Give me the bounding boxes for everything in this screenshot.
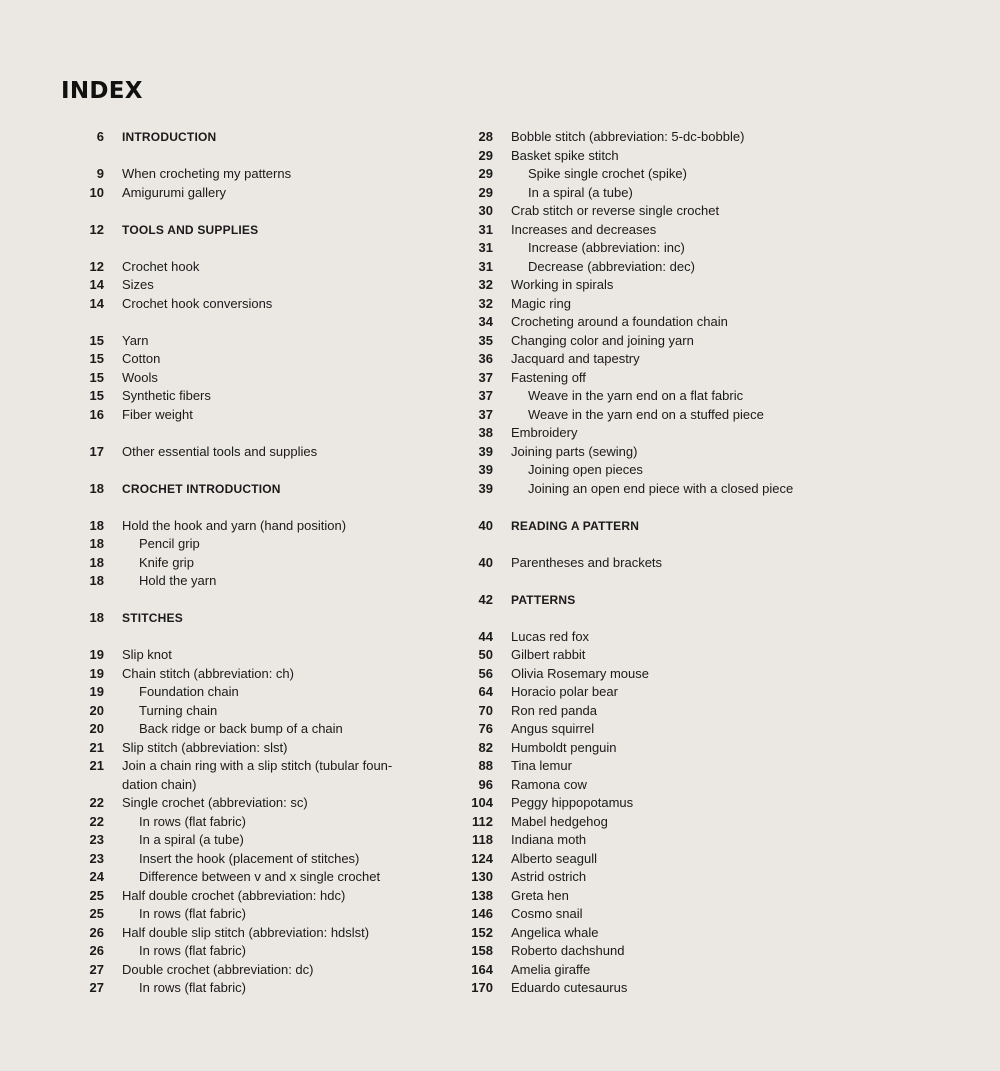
entry-title: Basket spike stitch [511, 147, 619, 163]
entry-title: Synthetic fibers [122, 388, 211, 403]
page-number: 96 [478, 776, 493, 792]
index-entry [60, 517, 460, 536]
section-gap [60, 424, 460, 443]
page-number: 37 [478, 369, 493, 385]
index-entry [450, 905, 990, 924]
index-entry [450, 295, 990, 314]
page-number: 23 [89, 832, 104, 847]
entry-title: Horacio polar bear [511, 684, 618, 699]
page-number: 22 [89, 813, 104, 829]
entry-title: Lucas red fox [511, 628, 590, 644]
index-entry [60, 276, 460, 295]
index-entry [450, 480, 990, 499]
entry-title: Joining an open end piece with a closed piece [528, 480, 794, 496]
entry-title: Mabel hedgehog [511, 813, 608, 829]
index-entry [450, 165, 990, 184]
page-number: 146 [471, 906, 493, 921]
page-number: 130 [471, 869, 493, 884]
page-number: 15 [89, 332, 104, 348]
entry-title: In rows (flat fabric) [139, 906, 246, 921]
entry-title: Foundation chain [139, 684, 239, 699]
section-gap [60, 147, 460, 166]
page-number: 31 [478, 258, 493, 274]
page-number: 170 [471, 980, 493, 995]
entry-title: Embroidery [511, 425, 578, 440]
page-number: 40 [478, 517, 493, 533]
index-entry [60, 665, 460, 684]
index-entry [450, 739, 990, 758]
section-gap [60, 239, 460, 258]
section-gap [450, 535, 990, 554]
index-entry [450, 221, 990, 240]
page-number: 24 [89, 869, 104, 884]
index-entry [60, 702, 460, 721]
entry-title: In a spiral (a tube) [528, 184, 633, 200]
page-number: 6 [96, 129, 104, 144]
index-entry [60, 961, 460, 980]
entry-title: Double crochet (abbreviation: dc) [122, 961, 314, 977]
index-entry [60, 831, 460, 850]
index-entry [450, 202, 990, 221]
page-number: 31 [478, 240, 493, 255]
page-number: 29 [478, 147, 493, 163]
entry-title: Humboldt penguin [511, 739, 617, 755]
index-entry [60, 350, 460, 369]
index-entry [450, 942, 990, 961]
entry-title: Angelica whale [511, 924, 599, 940]
index-entry [450, 554, 990, 573]
page-number: 56 [478, 665, 493, 681]
page-number: 19 [89, 647, 104, 662]
entry-title: Slip knot [122, 647, 172, 662]
page-number: 20 [89, 702, 104, 718]
page-number: 12 [89, 258, 104, 274]
entry-title: CROCHET INTRODUCTION [122, 481, 281, 496]
page-number: 18 [89, 610, 104, 625]
index-entry [450, 313, 990, 332]
page-number: 18 [89, 573, 104, 588]
entry-title: Hold the hook and yarn (hand position) [122, 517, 347, 533]
index-entry [60, 739, 460, 758]
entry-title: Decrease (abbreviation: dec) [528, 258, 695, 274]
index-entry [450, 461, 990, 480]
page-number: 44 [478, 628, 493, 644]
index-entry [450, 831, 990, 850]
page-number: 26 [89, 924, 104, 940]
page-number: 138 [471, 887, 493, 903]
entry-title: Cosmo snail [511, 906, 583, 921]
entry-title: Angus squirrel [511, 721, 595, 736]
page-number: 39 [478, 480, 493, 496]
index-entry [450, 776, 990, 795]
page-number: 12 [89, 221, 104, 237]
page-number: 17 [89, 443, 104, 459]
entry-title: Ramona cow [511, 776, 587, 792]
entry-title: Increase (abbreviation: inc) [528, 240, 685, 255]
index-entry [450, 887, 990, 906]
page-number: 19 [89, 684, 104, 699]
entry-title: Working in spirals [511, 277, 614, 292]
index-entry [60, 868, 460, 887]
page-number: 112 [472, 813, 493, 829]
page-number: 88 [478, 758, 493, 773]
entry-title: INTRODUCTION [122, 130, 217, 144]
index-entry [60, 757, 460, 794]
page-number: 152 [471, 924, 493, 940]
entry-title: Roberto dachshund [511, 943, 625, 958]
index-section-heading [60, 128, 460, 147]
index-entry [450, 276, 990, 295]
entry-title: Peggy hippopotamus [511, 795, 634, 810]
page-number: 22 [89, 795, 104, 810]
entry-title: Back ridge or back bump of a chain [139, 721, 343, 736]
index-section-heading [60, 221, 460, 240]
page-number: 35 [478, 332, 493, 348]
index-entry [450, 757, 990, 776]
entry-title: Bobble stitch (abbreviation: 5-dc-bobble) [511, 129, 745, 144]
entry-title: Weave in the yarn end on a stuffed piece [528, 406, 764, 422]
entry-title: Magic ring [511, 295, 571, 311]
page-number: 118 [472, 832, 493, 847]
page-number: 50 [478, 647, 493, 662]
index-entry [450, 683, 990, 702]
entry-title: Sizes [122, 277, 154, 292]
page-number: 34 [478, 314, 493, 329]
index-entry [450, 646, 990, 665]
page-number: 15 [89, 369, 104, 385]
page-title: INDEX [61, 78, 143, 104]
entry-title: Gilbert rabbit [511, 647, 586, 662]
entry-title: Crab stitch or reverse single crochet [511, 203, 720, 218]
section-gap [60, 461, 460, 480]
page-number: 104 [471, 795, 493, 810]
index-column-right [450, 128, 990, 998]
page-number: 30 [478, 203, 493, 218]
entry-title: Hold the yarn [139, 573, 217, 588]
entry-title: Spike single crochet (spike) [528, 166, 687, 181]
entry-title: Wools [122, 369, 158, 385]
index-entry [60, 535, 460, 554]
entry-title: Half double slip stitch (abbreviation: hdslst) [122, 924, 370, 940]
page-number: 18 [89, 554, 104, 570]
entry-title: Difference between v and x single crochet [139, 869, 381, 884]
index-entry [450, 665, 990, 684]
index-entry [450, 147, 990, 166]
page-number: 38 [478, 425, 493, 440]
index-entry [450, 369, 990, 388]
entry-title: Crochet hook [122, 258, 200, 274]
index-column-left [60, 128, 460, 998]
index-entry [450, 702, 990, 721]
page-number: 9 [96, 166, 104, 181]
page-number: 36 [478, 351, 493, 366]
page-number: 31 [478, 221, 493, 237]
page-number: 29 [478, 166, 493, 181]
entry-title: Pencil grip [139, 536, 200, 551]
index-section-heading [450, 517, 990, 536]
section-gap [60, 313, 460, 332]
entry-title: Jacquard and tapestry [511, 351, 640, 366]
page-number: 39 [478, 462, 493, 477]
entry-title: Join a chain ring with a slip stitch (tubular foun-dation chain) [122, 758, 393, 792]
index-entry [60, 979, 460, 998]
index-entry [60, 443, 460, 462]
index-entry [60, 406, 460, 425]
entry-title: Slip stitch (abbreviation: slst) [122, 739, 288, 755]
entry-title: Yarn [122, 332, 149, 348]
entry-title: Joining open pieces [528, 462, 643, 477]
entry-title: Cotton [122, 351, 161, 366]
index-entry [60, 794, 460, 813]
page-number: 39 [478, 443, 493, 459]
index-entry [450, 424, 990, 443]
index-entry [450, 813, 990, 832]
entry-title: Crochet hook conversions [122, 295, 273, 311]
entry-title: In rows (flat fabric) [139, 980, 246, 995]
index-entry [450, 128, 990, 147]
index-entry [450, 850, 990, 869]
entry-title: Crocheting around a foundation chain [511, 314, 728, 329]
page-number: 18 [89, 536, 104, 551]
page-number: 25 [89, 906, 104, 921]
entry-title: Olivia Rosemary mouse [511, 665, 649, 681]
entry-title: When crocheting my patterns [122, 166, 292, 181]
page-number: 21 [89, 739, 104, 755]
entry-title: Parentheses and brackets [511, 554, 663, 570]
index-entry [60, 165, 460, 184]
index-entry [60, 813, 460, 832]
page-number: 32 [478, 295, 493, 311]
page-number: 37 [478, 406, 493, 422]
page-number: 16 [89, 406, 104, 422]
index-entry [450, 924, 990, 943]
index-entry [450, 443, 990, 462]
index-entry [60, 387, 460, 406]
page-number: 28 [478, 129, 493, 144]
section-gap [60, 628, 460, 647]
page-number: 40 [478, 554, 493, 570]
page-number: 70 [478, 702, 493, 718]
entry-title: Fiber weight [122, 406, 193, 422]
entry-title: Joining parts (sewing) [511, 443, 638, 459]
index-entry [60, 850, 460, 869]
page-number: 27 [89, 980, 104, 995]
index-entry [60, 258, 460, 277]
page-number: 164 [471, 961, 493, 977]
page-number: 64 [478, 684, 493, 699]
section-gap [450, 609, 990, 628]
page-number: 20 [89, 721, 104, 736]
index-entry [450, 720, 990, 739]
page-number: 32 [478, 277, 493, 292]
index-entry [60, 646, 460, 665]
index-entry [450, 258, 990, 277]
page-number: 27 [89, 961, 104, 977]
index-entry [60, 554, 460, 573]
page-number: 82 [478, 739, 493, 755]
index-entry [450, 868, 990, 887]
entry-title: STITCHES [122, 611, 183, 625]
index-entry [450, 387, 990, 406]
page-number: 14 [89, 295, 104, 311]
index-entry [60, 332, 460, 351]
entry-title: Amelia giraffe [511, 961, 591, 977]
entry-title: Tina lemur [511, 758, 572, 773]
entry-title: Weave in the yarn end on a flat fabric [528, 388, 744, 403]
index-entry [60, 905, 460, 924]
page-number: 23 [89, 850, 104, 866]
page-number: 10 [89, 184, 104, 200]
entry-title: Eduardo cutesaurus [511, 980, 628, 995]
section-gap [60, 498, 460, 517]
entry-title: In rows (flat fabric) [139, 943, 246, 958]
index-entry [450, 184, 990, 203]
page-number: 15 [89, 351, 104, 366]
index-section-heading [60, 480, 460, 499]
entry-title: Amigurumi gallery [122, 184, 227, 200]
entry-title: TOOLS AND SUPPLIES [122, 222, 259, 237]
index-entry [450, 332, 990, 351]
entry-title: Ron red panda [511, 702, 598, 718]
page-number: 21 [89, 758, 104, 773]
index-entry [60, 184, 460, 203]
entry-title: Other essential tools and supplies [122, 443, 318, 459]
index-section-heading [450, 591, 990, 610]
entry-title: Insert the hook (placement of stitches) [139, 850, 360, 866]
index-entry [60, 942, 460, 961]
index-entry [450, 979, 990, 998]
index-entry [450, 350, 990, 369]
index-entry [450, 794, 990, 813]
index-entry [60, 924, 460, 943]
index-entry [60, 572, 460, 591]
entry-title: Turning chain [139, 702, 218, 718]
index-section-heading [60, 609, 460, 628]
entry-title: In rows (flat fabric) [139, 813, 246, 829]
index-entry [450, 406, 990, 425]
entry-title: PATTERNS [511, 592, 576, 607]
entry-title: Chain stitch (abbreviation: ch) [122, 665, 294, 681]
entry-title: Fastening off [511, 369, 586, 385]
entry-title: In a spiral (a tube) [139, 832, 244, 847]
page-number: 26 [89, 943, 104, 958]
page-number: 158 [471, 943, 493, 958]
entry-title: READING A PATTERN [511, 518, 640, 533]
entry-title: Increases and decreases [511, 221, 657, 237]
page-number: 29 [478, 184, 493, 200]
page-number: 76 [478, 721, 493, 736]
entry-title: Changing color and joining yarn [511, 332, 694, 348]
index-entry [450, 239, 990, 258]
page-number: 37 [478, 388, 493, 403]
page-number: 18 [89, 480, 104, 496]
index-entry [60, 887, 460, 906]
page-number: 25 [89, 887, 104, 903]
page-number: 14 [89, 277, 104, 292]
entry-title: Single crochet (abbreviation: sc) [122, 795, 308, 810]
entry-title: Knife grip [139, 554, 194, 570]
page-number: 42 [478, 591, 493, 607]
page-number: 15 [89, 388, 104, 403]
page-number: 124 [471, 850, 493, 866]
entry-title: Indiana moth [511, 832, 587, 847]
section-gap [450, 498, 990, 517]
index-entry [60, 295, 460, 314]
section-gap [60, 202, 460, 221]
index-entry [60, 683, 460, 702]
page-number: 18 [89, 517, 104, 533]
section-gap [60, 591, 460, 610]
index-entry [450, 961, 990, 980]
index-entry [60, 369, 460, 388]
entry-title: Astrid ostrich [511, 869, 587, 884]
entry-title: Greta hen [511, 887, 569, 903]
page-number: 19 [89, 665, 104, 681]
entry-title: Alberto seagull [511, 850, 597, 866]
index-entry [60, 720, 460, 739]
index-entry [450, 628, 990, 647]
entry-title: Half double crochet (abbreviation: hdc) [122, 887, 346, 903]
section-gap [450, 572, 990, 591]
